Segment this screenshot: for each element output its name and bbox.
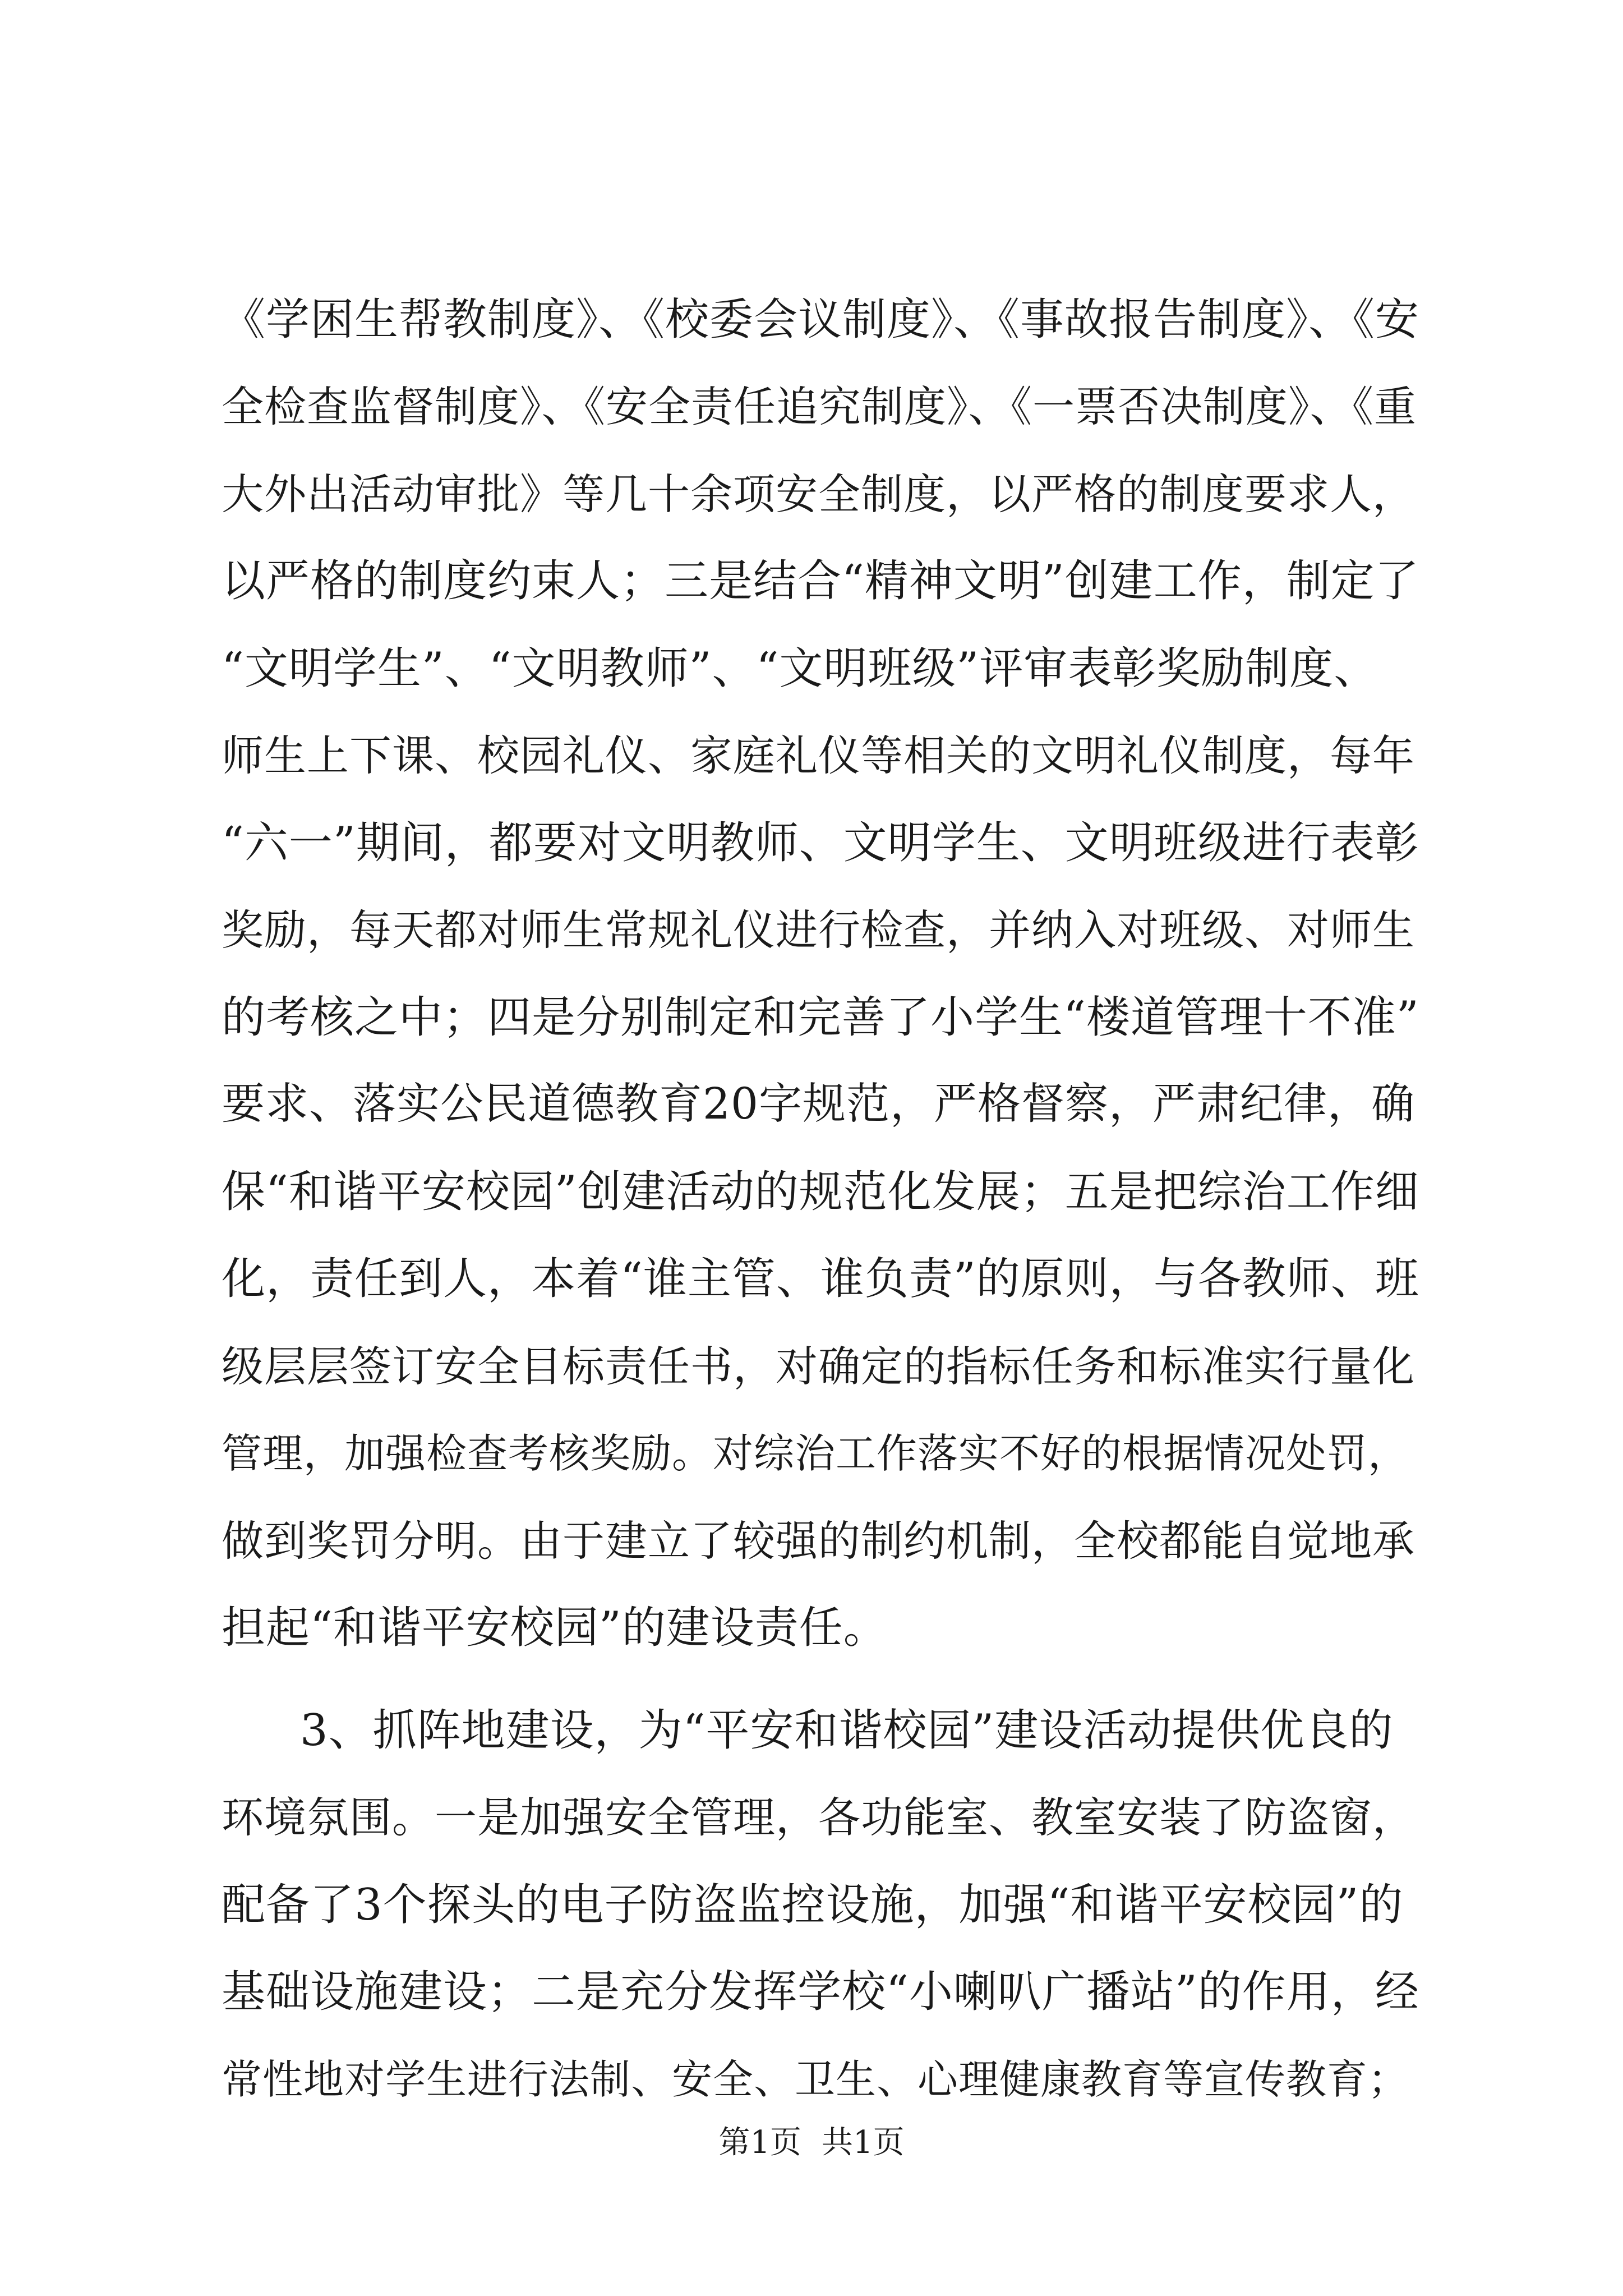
text-line: 配备了3个探头的电子防盗监控设施，加强“和谐平安校园”的 xyxy=(222,1880,1404,1930)
paragraph-first-line: 3、抓阵地建设，为“平安和谐校园”建设活动提供优良的 xyxy=(300,1705,1394,1756)
text-line: 全检查监督制度》、《安全责任追究制度》、《一票否决制度》、《重 xyxy=(222,382,1417,431)
text-line: 基础设施建设；二是充分发挥学校“小喇叭广播站”的作用，经 xyxy=(222,1967,1419,2017)
text-line: 保“和谐平安校园”创建活动的规范化发展；五是把综治工作细 xyxy=(222,1167,1419,1217)
text-line: 师生上下课、校园礼仪、家庭礼仪等相关的文明礼仪制度，每年 xyxy=(222,731,1415,780)
text-line: 大外出活动审批》等几十余项安全制度，以严格的制度要求人， xyxy=(222,470,1415,519)
text-line: 化，责任到人，本着“谁主管、谁负责”的原则，与各教师、班 xyxy=(222,1254,1419,1304)
text-line: “文明学生”、“文明教师”、“文明班级”评审表彰奖励制度、 xyxy=(222,643,1378,694)
text-line: 的考核之中；四是分别制定和完善了小学生“楼道管理十不准” xyxy=(222,992,1419,1043)
text-line: 《学困生帮教制度》、《校委会议制度》、《事故报告制度》、《安 xyxy=(222,295,1420,345)
text-line: 环境氛围。一是加强安全管理，各功能室、教室安装了防盗窗， xyxy=(222,1793,1415,1842)
page-footer xyxy=(0,2120,1623,2165)
text-line: 常性地对学生进行法制、安全、卫生、心理健康教育等宣传教育； xyxy=(222,2056,1409,2103)
text-line: 以严格的制度约束人；三是结合“精神文明”创建工作，制定了 xyxy=(222,556,1419,606)
text-line: 做到奖罚分明。由于建立了较强的制约机制，全校都能自觉地承 xyxy=(222,1516,1415,1566)
text-line: 管理，加强检查考核奖励。对综治工作落实不好的根据情况处罚， xyxy=(222,1430,1409,1477)
page-number: 第1页 xyxy=(718,2124,801,2161)
page-total: 共1页 xyxy=(822,2124,905,2161)
text-line: 奖励，每天都对师生常规礼仪进行检查，并纳入对班级、对师生 xyxy=(222,905,1415,955)
text-line: “六一”期间，都要对文明教师、文明学生、文明班级进行表彰 xyxy=(222,818,1419,868)
text-line: 级层层签订安全目标责任书，对确定的指标任务和标准实行量化 xyxy=(222,1342,1415,1391)
text-line: 要求、落实公民道德教育20字规范，严格督察，严肃纪律，确 xyxy=(222,1079,1415,1129)
text-line: 担起“和谐平安校园”的建设责任。 xyxy=(222,1603,888,1653)
